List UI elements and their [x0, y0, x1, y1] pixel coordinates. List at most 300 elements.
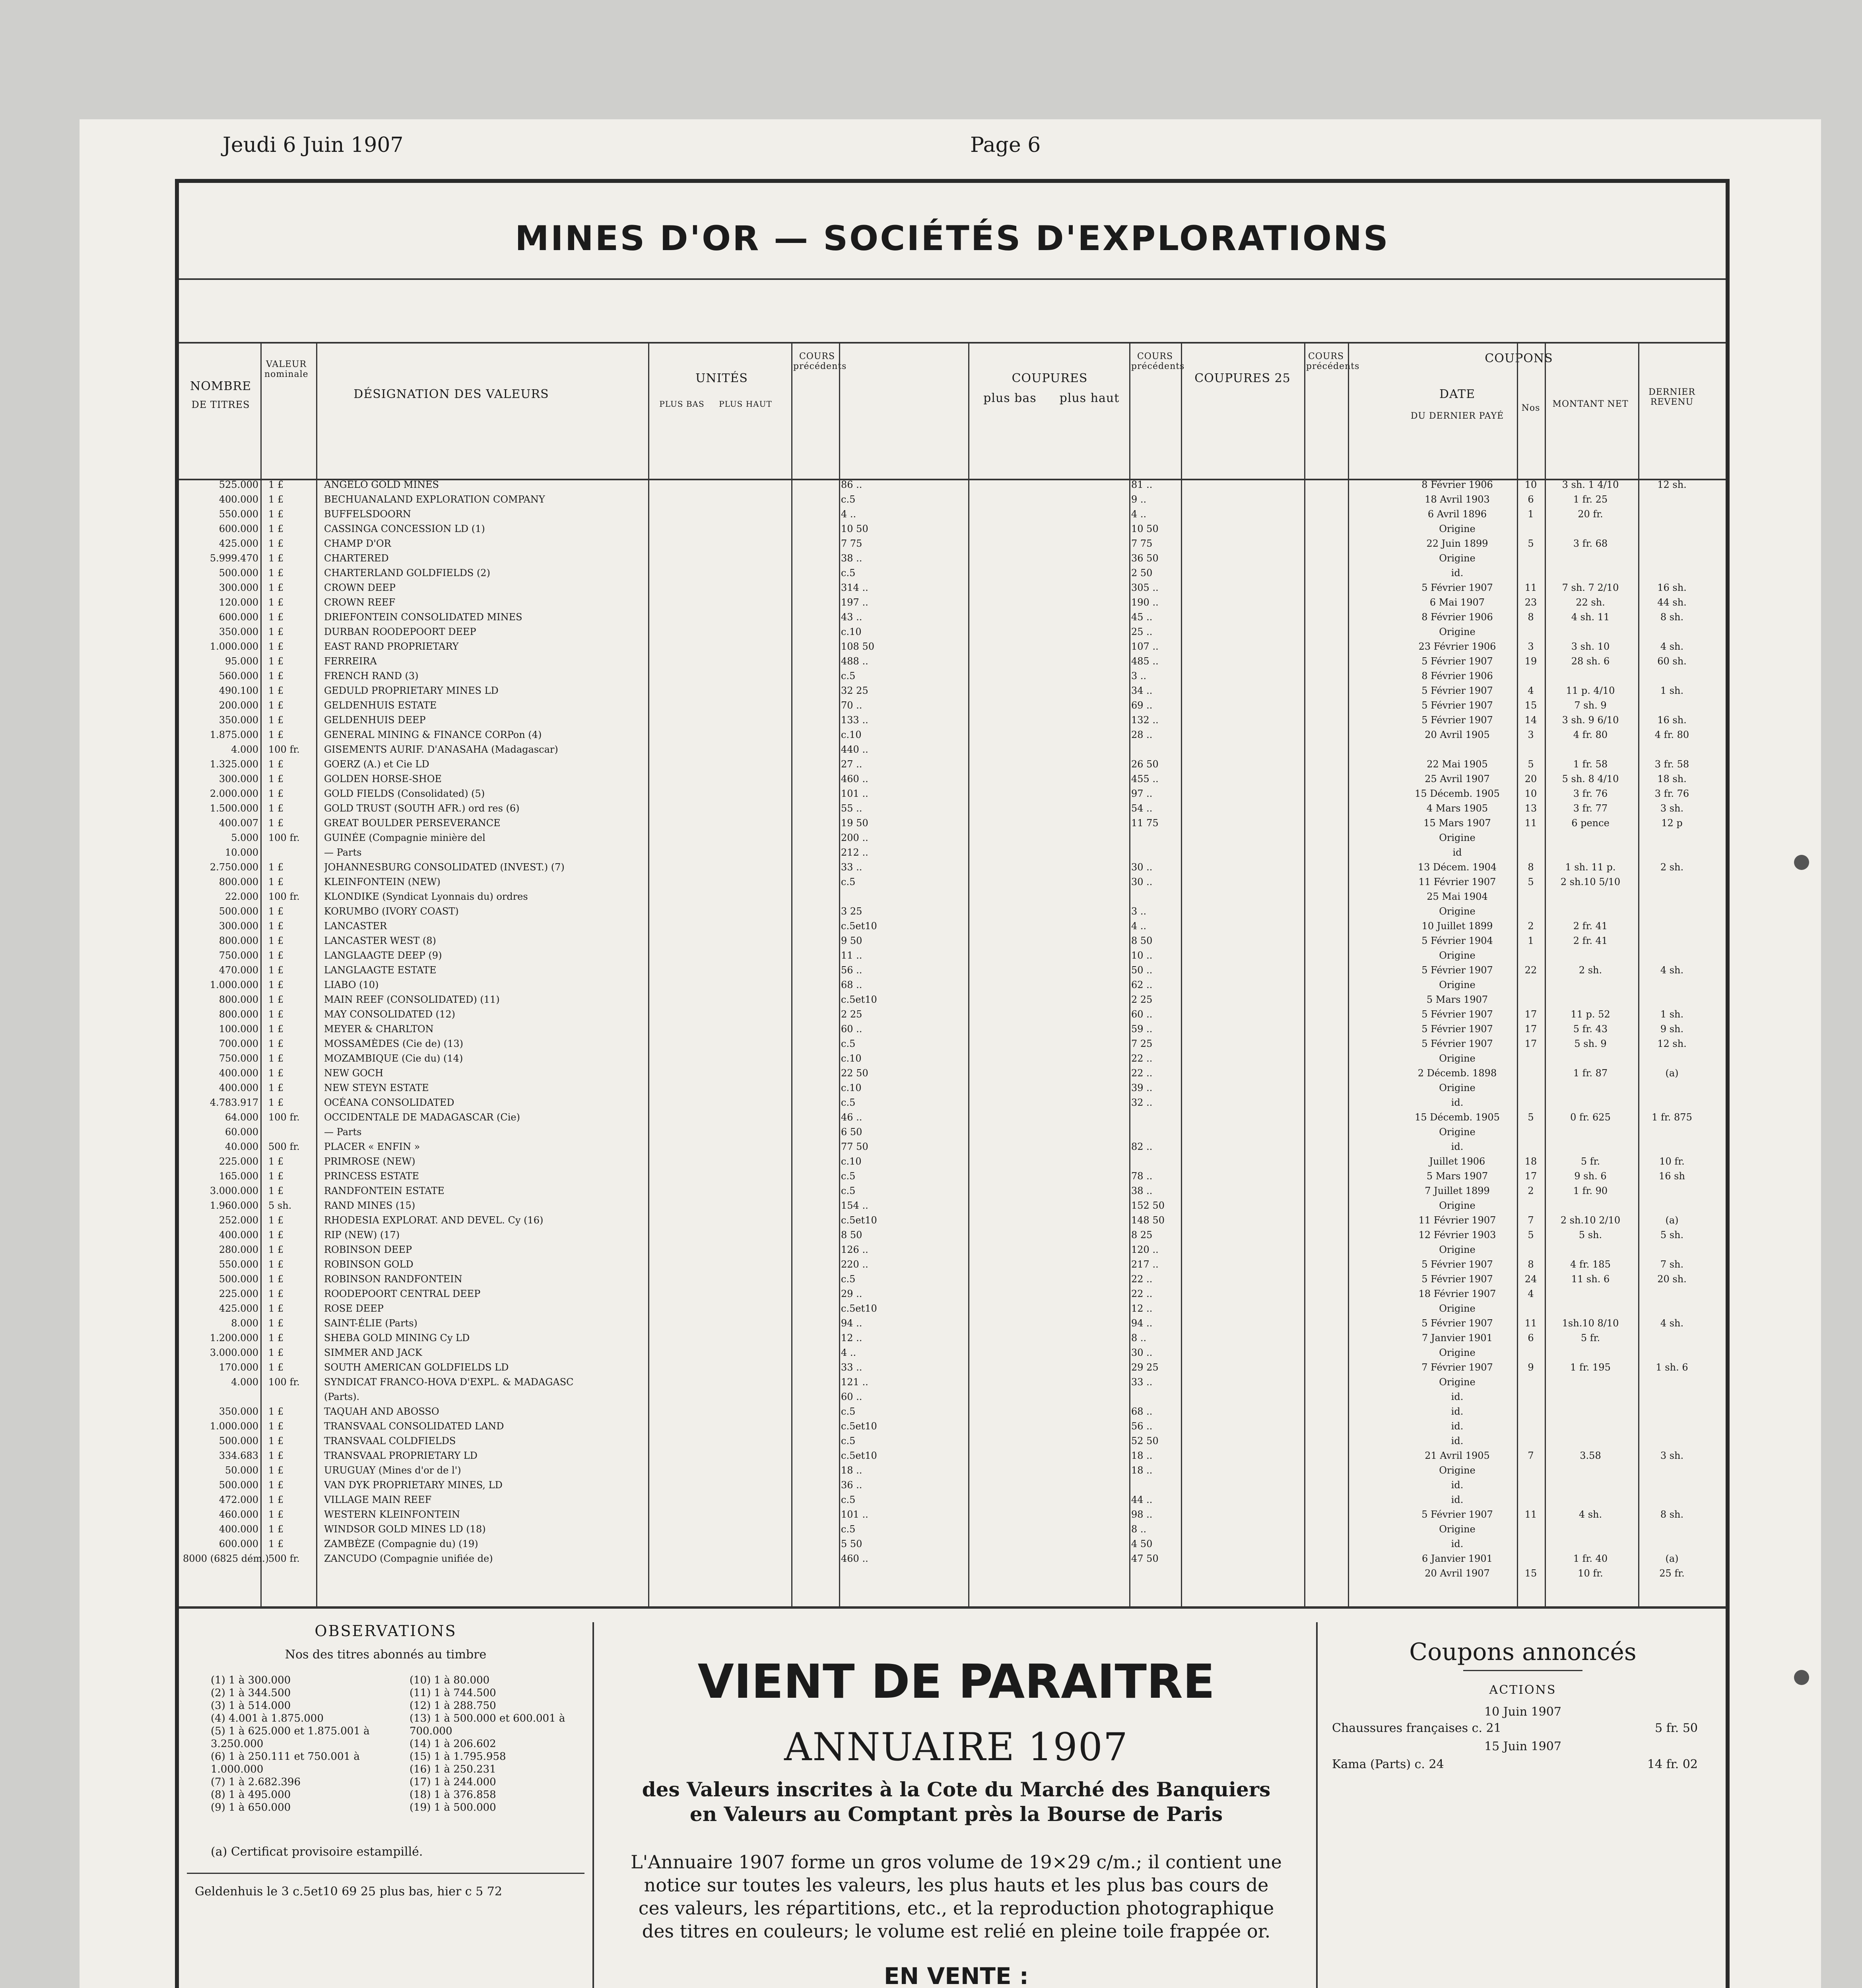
row-montant: 5 fr. [1580, 1332, 1600, 1343]
row-coupures: 60 .. [1131, 1009, 1153, 1020]
row-nombre: 5.000 [231, 832, 258, 843]
row-cours: 3 25 [841, 906, 862, 917]
table-row [179, 538, 1726, 548]
row-valeur: 1 £ [268, 788, 284, 799]
row-designation: — Parts [324, 847, 362, 858]
row-cours: 7 75 [841, 538, 862, 549]
row-no: 11 [1524, 1318, 1537, 1329]
row-nombre: 1.325.000 [210, 759, 258, 770]
table-row [179, 1068, 1726, 1078]
row-date: 18 Avril 1903 [1425, 494, 1490, 505]
row-date: 8 Février 1906 [1421, 612, 1493, 623]
row-revenu: 1 fr. 875 [1652, 1112, 1692, 1123]
row-revenu: 3 sh. [1660, 1450, 1684, 1461]
col-designation: DÉSIGNATION DES VALEURS [353, 387, 549, 401]
row-date: 5 Février 1907 [1421, 1038, 1493, 1049]
row-coupures: 30 .. [1131, 862, 1153, 873]
row-coupures: 8 .. [1131, 1524, 1147, 1535]
row-designation: GUINÉE (Compagnie minière del [324, 832, 485, 843]
row-coupures: 45 .. [1131, 612, 1153, 623]
row-cours: 8 50 [841, 1229, 862, 1241]
row-no: 5 [1528, 538, 1534, 549]
table-row [179, 965, 1726, 975]
row-valeur: 100 fr. [268, 1112, 300, 1123]
row-valeur: 1 £ [268, 965, 284, 976]
row-coupures: 22 .. [1131, 1053, 1153, 1064]
coupons-rule [1463, 1670, 1582, 1671]
observation-line: (17) 1 à 244.000 [410, 1776, 496, 1788]
row-cours: 19 50 [841, 817, 868, 829]
col-cp-plus-haut: plus haut [1059, 391, 1120, 405]
row-cours: c.5et10 [841, 994, 877, 1005]
row-date: 7 Février 1907 [1421, 1362, 1493, 1373]
row-date: Origine [1439, 626, 1476, 637]
row-coupures: 47 50 [1131, 1553, 1159, 1564]
row-revenu: 3 fr. 76 [1654, 788, 1689, 799]
table-row [179, 1391, 1726, 1402]
row-date: 8 Février 1906 [1421, 479, 1493, 490]
row-date: 5 Février 1907 [1421, 1023, 1493, 1035]
row-date: id. [1451, 1391, 1464, 1402]
row-revenu: 9 sh. [1660, 1023, 1684, 1035]
stock-rows [179, 479, 1726, 1604]
row-date: id. [1451, 1097, 1464, 1108]
observation-line: (6) 1 à 250.111 et 750.001 à 1.000.000 [211, 1751, 360, 1775]
ad-vient: VIENT DE PARAITRE [697, 1654, 1215, 1709]
row-montant: 3 fr. 77 [1573, 803, 1608, 814]
row-nombre: 750.000 [219, 1053, 258, 1064]
row-designation: KORUMBO (IVORY COAST) [324, 906, 459, 917]
page-title: MINES D'OR — SOCIÉTÉS D'EXPLORATIONS [515, 219, 1390, 258]
row-nombre: 470.000 [219, 965, 258, 976]
row-nombre: 350.000 [219, 714, 258, 726]
table-row [179, 626, 1726, 637]
row-valeur: 1 £ [268, 1362, 284, 1373]
row-nombre: 425.000 [219, 1303, 258, 1314]
row-cours: 108 50 [841, 641, 874, 652]
row-cours: 10 50 [841, 523, 868, 534]
row-designation: GEDULD PROPRIETARY MINES LD [324, 685, 499, 696]
table-row [179, 1509, 1726, 1519]
table-row [179, 920, 1726, 931]
row-cours: 60 .. [841, 1023, 862, 1035]
table-row [179, 773, 1726, 784]
row-coupures: 120 .. [1131, 1244, 1159, 1255]
row-date: id. [1451, 1479, 1464, 1491]
row-cours: 212 .. [841, 847, 868, 858]
row-valeur: 1 £ [268, 700, 284, 711]
row-coupures: 8 50 [1131, 935, 1153, 946]
row-valeur: 1 £ [268, 1082, 284, 1093]
ad-sub1: des Valeurs inscrites à la Cote du Marché des Banquiers [642, 1778, 1271, 1801]
row-valeur: 100 fr. [268, 744, 300, 755]
row-revenu: 8 sh. [1660, 1509, 1684, 1520]
row-montant: 11 p. 52 [1571, 1009, 1610, 1020]
row-date: id. [1451, 1141, 1464, 1152]
row-montant: 5 sh. 9 [1574, 1038, 1607, 1049]
row-cours: 12 .. [841, 1332, 862, 1343]
row-cours: 70 .. [841, 700, 862, 711]
row-date: 15 Décemb. 1905 [1415, 788, 1500, 799]
row-valeur: 1 £ [268, 1406, 284, 1417]
row-no: 4 [1528, 685, 1534, 696]
table-row [179, 1023, 1726, 1034]
row-valeur: 1 £ [268, 1494, 284, 1505]
row-no: 18 [1524, 1156, 1537, 1167]
row-designation: PRIMROSE (NEW) [324, 1156, 416, 1167]
table-row [179, 1524, 1726, 1534]
table-row [179, 1038, 1726, 1048]
row-designation: (Parts). [324, 1391, 360, 1402]
row-cours: c.5 [841, 670, 856, 681]
row-coupures: 78 .. [1131, 1171, 1153, 1182]
row-valeur: 1 £ [268, 1171, 284, 1182]
row-valeur: 1 £ [268, 1303, 284, 1314]
row-nombre: 1.000.000 [210, 641, 258, 652]
row-date: id. [1451, 567, 1464, 579]
row-nombre: 600.000 [219, 523, 258, 534]
row-nombre: 300.000 [219, 920, 258, 932]
row-designation: CASSINGA CONCESSION LD (1) [324, 523, 485, 534]
row-valeur: 1 £ [268, 1465, 284, 1476]
row-cours: 11 .. [841, 950, 862, 961]
table-row [179, 1435, 1726, 1446]
table-row [179, 979, 1726, 990]
row-designation: FERREIRA [324, 656, 377, 667]
row-valeur: 1 £ [268, 906, 284, 917]
row-coupures: 69 .. [1131, 700, 1153, 711]
row-valeur: 1 £ [268, 1288, 284, 1299]
row-cours: c.5 [841, 1038, 856, 1049]
observation-line: (13) 1 à 500.000 et 600.001 à 700.000 [410, 1712, 565, 1737]
table-row [179, 1244, 1726, 1254]
ad-annuaire: ANNUAIRE 1907 [784, 1725, 1128, 1769]
row-coupures: 30 .. [1131, 876, 1153, 887]
row-nombre: 200.000 [219, 700, 258, 711]
row-revenu: 10 fr. [1659, 1156, 1685, 1167]
row-date: Origine [1439, 553, 1476, 564]
row-coupures: 32 .. [1131, 1097, 1153, 1108]
row-valeur: 1 £ [268, 1479, 284, 1491]
row-no: 20 [1524, 773, 1537, 784]
row-valeur: 1 £ [268, 1332, 284, 1343]
row-coupures: 107 .. [1131, 641, 1159, 652]
row-no: 11 [1524, 817, 1537, 829]
row-date: id. [1451, 1421, 1464, 1432]
row-nombre: 8.000 [231, 1318, 258, 1329]
row-cours: c.5 [841, 567, 856, 579]
row-date: id [1452, 847, 1462, 858]
row-coupures: 34 .. [1131, 685, 1153, 696]
header-date: Jeudi 6 Juin 1907 [223, 133, 404, 157]
row-nombre: 3.000.000 [210, 1185, 258, 1196]
row-no: 17 [1524, 1009, 1537, 1020]
observation-line: (14) 1 à 206.602 [410, 1738, 496, 1750]
row-no: 15 [1524, 700, 1537, 711]
row-date: id. [1451, 1538, 1464, 1549]
row-date: 25 Avril 1907 [1425, 773, 1490, 784]
coupons-title: Coupons annoncés [1409, 1638, 1637, 1666]
row-valeur: 1 £ [268, 509, 284, 520]
row-designation: MAIN REEF (CONSOLIDATED) (11) [324, 994, 500, 1005]
row-nombre: 550.000 [219, 1259, 258, 1270]
row-designation: JOHANNESBURG CONSOLIDATED (INVEST.) (7) [324, 862, 565, 873]
row-revenu: 3 fr. 58 [1654, 759, 1689, 770]
row-valeur: 1 £ [268, 1038, 284, 1049]
row-montant: 2 sh.10 2/10 [1560, 1215, 1621, 1226]
row-nombre: 500.000 [219, 567, 258, 579]
row-valeur: 1 £ [268, 1421, 284, 1432]
row-valeur: 1 £ [268, 817, 284, 829]
row-valeur: 1 £ [268, 1244, 284, 1255]
row-cours: 22 50 [841, 1068, 868, 1079]
row-date: 5 Février 1907 [1421, 1259, 1493, 1270]
row-montant: 28 sh. 6 [1571, 656, 1610, 667]
row-coupures: 22 .. [1131, 1274, 1153, 1285]
row-revenu: 5 sh. [1660, 1229, 1684, 1241]
row-coupures: 52 50 [1131, 1435, 1159, 1446]
table-row [179, 597, 1726, 607]
row-designation: EAST RAND PROPRIETARY [324, 641, 459, 652]
row-designation: GENERAL MINING & FINANCE CORPon (4) [324, 729, 542, 740]
row-date: 11 Février 1907 [1418, 1215, 1496, 1226]
row-cours: 121 .. [841, 1376, 868, 1388]
row-designation: RAND MINES (15) [324, 1200, 416, 1211]
row-coupures: 97 .. [1131, 788, 1153, 799]
row-nombre: 4.000 [231, 744, 258, 755]
row-revenu: 1 sh. [1660, 685, 1684, 696]
row-designation: GOLDEN HORSE-SHOE [324, 773, 442, 784]
row-cours: 200 .. [841, 832, 868, 843]
row-montant: 4 fr. 185 [1570, 1259, 1611, 1270]
row-valeur: 1 £ [268, 773, 284, 784]
row-revenu: 4 sh. [1660, 641, 1684, 652]
observation-line: (11) 1 à 744.500 [410, 1687, 496, 1699]
row-date: 22 Mai 1905 [1427, 759, 1488, 770]
observations-list-2 [410, 1674, 584, 1814]
row-revenu: 16 sh. [1657, 582, 1687, 593]
col-plus-haut: PLUS HAUT [719, 399, 772, 409]
row-valeur: 1 £ [268, 920, 284, 932]
row-date: Origine [1439, 950, 1476, 961]
row-nombre: 500.000 [219, 906, 258, 917]
observation-line: (5) 1 à 625.000 et 1.875.001 à 3.250.000 [211, 1725, 370, 1750]
row-cours: c.5et10 [841, 1215, 877, 1226]
row-valeur: 1 £ [268, 1435, 284, 1446]
row-date: 2 Décemb. 1898 [1417, 1068, 1497, 1079]
row-montant: 3 sh. 10 [1571, 641, 1610, 652]
table-row [179, 1229, 1726, 1240]
row-coupures: 56 .. [1131, 1421, 1153, 1432]
row-date: 5 Février 1907 [1421, 714, 1493, 726]
table-row [179, 1376, 1726, 1387]
col-dernier-revenu: DERNIER REVENU [1648, 387, 1695, 407]
table-row [179, 1568, 1726, 1578]
table-row [179, 1200, 1726, 1210]
row-valeur: 1 £ [268, 1185, 284, 1196]
table-row [179, 803, 1726, 813]
row-nombre: 500.000 [219, 1479, 258, 1491]
row-nombre: 225.000 [219, 1156, 258, 1167]
row-date: 21 Avril 1905 [1425, 1450, 1490, 1461]
col-cp-plus-bas: plus bas [983, 391, 1037, 405]
row-valeur: 1 £ [268, 1023, 284, 1035]
row-date: 8 Février 1906 [1421, 670, 1493, 681]
observations-list-1 [211, 1674, 402, 1814]
observation-line: (1) 1 à 300.000 [211, 1674, 291, 1686]
row-nombre: 400.000 [219, 494, 258, 505]
row-designation: TAQUAH AND ABOSSO [324, 1406, 439, 1417]
table-row [179, 906, 1726, 916]
row-date: Origine [1439, 979, 1476, 990]
row-designation: FRENCH RAND (3) [324, 670, 419, 681]
row-revenu: 25 fr. [1659, 1568, 1685, 1579]
row-revenu: 1 sh. [1660, 1009, 1684, 1020]
col-no: Nos [1521, 403, 1540, 413]
row-valeur: 1 £ [268, 1053, 284, 1064]
row-coupures: 59 .. [1131, 1023, 1153, 1035]
row-nombre: 400.000 [219, 1229, 258, 1241]
row-montant: 6 pence [1571, 817, 1610, 829]
row-cours: 126 .. [841, 1244, 868, 1255]
observation-line: (16) 1 à 250.231 [410, 1763, 496, 1775]
row-date: id. [1451, 1406, 1464, 1417]
row-cours: c.10 [841, 1156, 862, 1167]
row-designation: MOZAMBIQUE (Cie du) (14) [324, 1053, 463, 1064]
row-coupures: 148 50 [1131, 1215, 1165, 1226]
row-valeur: 500 fr. [268, 1553, 300, 1564]
row-cours: 2 25 [841, 1009, 862, 1020]
table-row [179, 523, 1726, 534]
row-montant: 7 sh. 9 [1574, 700, 1607, 711]
row-designation: ROODEPOORT CENTRAL DEEP [324, 1288, 481, 1299]
row-date: 15 Mars 1907 [1423, 817, 1491, 829]
row-nombre: 100.000 [219, 1023, 258, 1035]
row-cours: c.10 [841, 1082, 862, 1093]
row-montant: 2 fr. 41 [1573, 920, 1608, 932]
table-row [179, 1465, 1726, 1475]
observations-title: OBSERVATIONS [315, 1622, 457, 1640]
row-cours: 33 .. [841, 1362, 862, 1373]
row-cours: c.5 [841, 1494, 856, 1505]
row-coupures: 10 .. [1131, 950, 1153, 961]
row-coupures: 54 .. [1131, 803, 1153, 814]
col-cours-prec: COURS précédents [793, 351, 847, 371]
row-montant: 22 sh. [1576, 597, 1605, 608]
row-designation: CROWN REEF [324, 597, 396, 608]
table-header [179, 342, 1726, 480]
table-row [179, 494, 1726, 504]
table-row [179, 1185, 1726, 1196]
row-date: 20 Avril 1905 [1425, 729, 1490, 740]
row-valeur: 1 £ [268, 1097, 284, 1108]
row-no: 2 [1528, 1185, 1534, 1196]
row-no: 15 [1524, 1568, 1537, 1579]
row-valeur: 1 £ [268, 494, 284, 505]
row-designation: URUGUAY (Mines d'or de l') [324, 1465, 461, 1476]
row-no: 19 [1524, 656, 1537, 667]
row-coupures: 26 50 [1131, 759, 1159, 770]
row-montant: 3 fr. 68 [1573, 538, 1608, 549]
table-row [179, 582, 1726, 592]
row-nombre: 2.750.000 [210, 862, 258, 873]
row-nombre: 1.500.000 [210, 803, 258, 814]
row-designation: ROSE DEEP [324, 1303, 384, 1314]
row-designation: MAY CONSOLIDATED (12) [324, 1009, 455, 1020]
row-nombre: 490.100 [219, 685, 258, 696]
row-nombre: 350.000 [219, 1406, 258, 1417]
row-coupures: 485 .. [1131, 656, 1159, 667]
row-montant: 1 fr. 25 [1573, 494, 1608, 505]
row-cours: c.5et10 [841, 1450, 877, 1461]
row-cours: 38 .. [841, 553, 862, 564]
observation-line: (12) 1 à 288.750 [410, 1700, 496, 1712]
row-designation: LANCASTER [324, 920, 387, 932]
row-valeur: 1 £ [268, 1274, 284, 1285]
row-revenu: 12 p [1661, 817, 1683, 829]
row-designation: ANGELO GOLD MINES [324, 479, 439, 490]
row-nombre: 300.000 [219, 582, 258, 593]
row-cours: c.5 [841, 876, 856, 887]
table-row [179, 994, 1726, 1004]
row-date: id. [1451, 1435, 1464, 1446]
row-valeur: 1 £ [268, 670, 284, 681]
row-no: 7 [1528, 1215, 1534, 1226]
row-date: Origine [1439, 1376, 1476, 1388]
table-row [179, 509, 1726, 519]
row-designation: LIABO (10) [324, 979, 379, 990]
table-row [179, 1347, 1726, 1357]
row-nombre: 40.000 [225, 1141, 258, 1152]
row-cours: 36 .. [841, 1479, 862, 1491]
ad-body: L'Annuaire 1907 forme un gros volume de 19×29 c/m.; il contient une notice sur toutes les valeurs, les plus hauts et les plus bas cours de ces valeurs, les répartitions, etc., et la reproduction photographique des titres en couleurs; le volume est relié en pleine toile frappée or. [631, 1851, 1282, 1942]
row-cours: 440 .. [841, 744, 868, 755]
table-row [179, 553, 1726, 563]
row-nombre: 525.000 [219, 479, 258, 490]
row-valeur: 500 fr. [268, 1141, 300, 1152]
row-designation: BUFFELSDOORN [324, 509, 411, 520]
row-nombre: 4.000 [231, 1376, 258, 1388]
row-montant: 1sh.10 8/10 [1562, 1318, 1619, 1329]
row-no: 8 [1528, 612, 1534, 623]
annuaire-ad [604, 1654, 1308, 1988]
row-no: 11 [1524, 582, 1537, 593]
row-coupures: 33 .. [1131, 1376, 1153, 1388]
row-date: 5 Mars 1907 [1426, 1171, 1488, 1182]
row-valeur: 1 £ [268, 582, 284, 593]
ad-divider [1316, 1622, 1318, 1988]
row-revenu: 7 sh. [1660, 1259, 1684, 1270]
row-nombre: 800.000 [219, 1009, 258, 1020]
row-valeur: 1 £ [268, 714, 284, 726]
row-designation: MEYER & CHARLTON [324, 1023, 434, 1035]
row-coupures: 22 .. [1131, 1068, 1153, 1079]
row-no: 3 [1528, 641, 1534, 652]
row-revenu: 4 sh. [1660, 1318, 1684, 1329]
row-date: 5 Mars 1907 [1426, 994, 1488, 1005]
row-designation: SOUTH AMERICAN GOLDFIELDS LD [324, 1362, 509, 1373]
row-no: 17 [1524, 1023, 1537, 1035]
row-montant: 7 sh. 7 2/10 [1562, 582, 1619, 593]
row-designation: RHODESIA EXPLORAT. AND DEVEL. Cy (16) [324, 1215, 544, 1226]
header-page: Page 6 [970, 133, 1041, 157]
row-designation: LANGLAAGTE DEEP (9) [324, 950, 442, 961]
row-designation: WINDSOR GOLD MINES LD (18) [324, 1524, 486, 1535]
row-coupures: 2 25 [1131, 994, 1153, 1005]
row-valeur: 1 £ [268, 523, 284, 534]
table-row [179, 1288, 1726, 1299]
row-nombre: 500.000 [219, 1274, 258, 1285]
